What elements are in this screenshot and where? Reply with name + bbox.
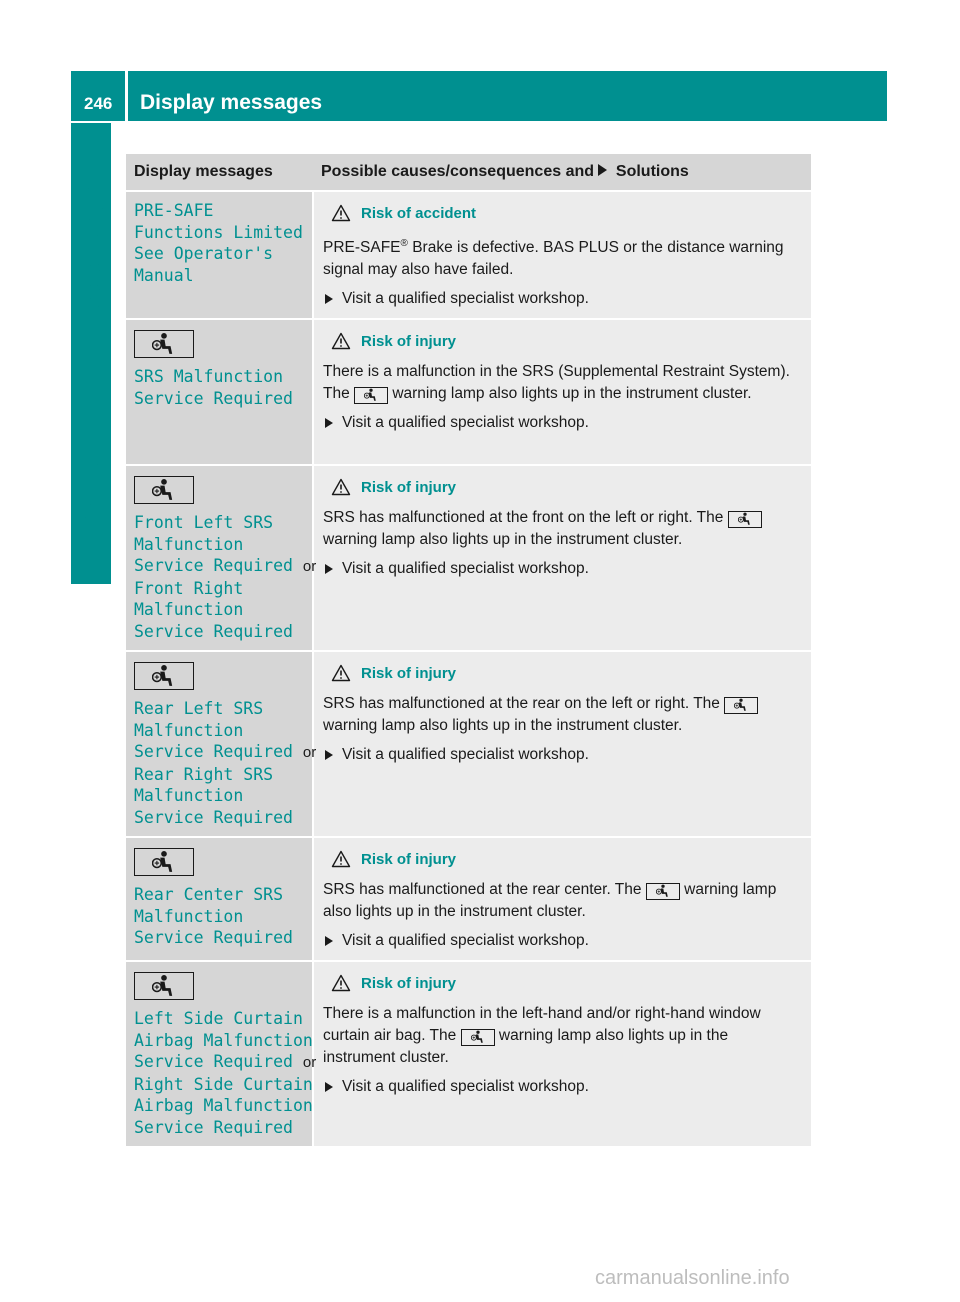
srs-airbag-icon — [461, 1029, 495, 1046]
display-message-line: Front Left SRS — [134, 513, 274, 533]
display-message-text — [134, 512, 317, 642]
action-arrow-icon — [325, 936, 333, 946]
solution-text: Visit a qualified specialist workshop. — [342, 746, 589, 764]
display-message-text — [134, 1008, 317, 1138]
srs-airbag-icon — [728, 511, 762, 528]
srs-airbag-icon — [134, 972, 194, 1000]
srs-airbag-icon — [134, 848, 194, 876]
solution-step — [323, 558, 803, 580]
column-header-display-messages: Display messages — [126, 154, 313, 191]
solution-text: Visit a qualified specialist workshop. — [342, 1078, 589, 1096]
action-arrow-icon — [325, 564, 333, 574]
display-message-line: Rear Right SRS — [134, 764, 274, 784]
warning-triangle-icon — [331, 664, 361, 682]
table-header-row — [126, 154, 811, 191]
page-number: 246 — [84, 94, 113, 113]
solution-step — [323, 412, 803, 434]
warning-label: Risk of accident — [361, 204, 477, 222]
display-message-line: Service Required — [134, 928, 293, 948]
warning-triangle-icon — [331, 478, 361, 496]
action-arrow-icon — [325, 1082, 333, 1092]
header-divider — [125, 71, 128, 121]
warning-label: Risk of injury — [361, 664, 457, 682]
display-message-line: Malfunction — [134, 906, 244, 926]
causes-solutions-cell — [313, 837, 811, 961]
table-row — [126, 465, 811, 651]
action-arrow-icon — [325, 750, 333, 760]
solution-text: Visit a qualified specialist workshop. — [342, 414, 589, 432]
display-message-line: Service Required — [134, 388, 293, 408]
display-messages-table — [126, 154, 811, 1148]
display-message-line: Functions Limited — [134, 222, 303, 242]
display-message-line: Rear Center SRS — [134, 885, 284, 905]
column-header-causes — [313, 154, 811, 191]
display-message-text — [134, 366, 306, 409]
warning-heading — [331, 664, 803, 682]
warning-heading — [331, 478, 803, 496]
display-message-line: Airbag Malfunction — [134, 1030, 313, 1050]
warning-heading — [331, 332, 803, 350]
solution-step — [323, 1076, 803, 1098]
cause-text: There is a malfunction in the SRS (Supplemental Restraint System). The warning lamp also lights up in the instrument cluster. — [323, 363, 790, 403]
display-message-line: Service Required — [134, 1117, 293, 1137]
column-header-solutions-label: Solutions — [615, 163, 689, 180]
cause-text: SRS has malfunctioned at the rear on the left or right. The warning lamp also lights up in the instrument cluster. — [323, 693, 803, 737]
display-message-cell — [126, 651, 317, 837]
display-message-cell — [126, 465, 317, 651]
display-message-line: Right Side Curtain — [134, 1074, 313, 1094]
page-title: Display messages — [140, 91, 323, 114]
page-header — [71, 71, 887, 121]
warning-heading — [331, 204, 803, 222]
table-row — [126, 191, 811, 319]
display-message-line: Service Required or — [134, 1052, 317, 1072]
srs-airbag-icon — [134, 330, 194, 358]
display-message-line: SRS Malfunction — [134, 367, 284, 387]
display-message-text — [134, 698, 317, 828]
srs-airbag-icon — [354, 387, 388, 404]
warning-triangle-icon — [331, 974, 361, 992]
display-message-line: Malfunction — [134, 786, 244, 806]
warning-label: Risk of injury — [361, 974, 457, 992]
warning-label: Risk of injury — [361, 478, 457, 496]
display-message-line: Rear Left SRS — [134, 699, 264, 719]
causes-solutions-cell — [313, 961, 811, 1147]
cause-text: There is a malfunction in the left-hand and/or right-hand window curtain air bag. The warning lamp also lights up in the instrument cluster. — [323, 1005, 761, 1067]
cause-text: SRS has malfunctioned at the front on the left or right. The warning lamp also lights up in the instrument cluster. — [323, 507, 803, 551]
solution-step — [323, 288, 803, 310]
display-message-text — [134, 884, 306, 949]
cause-text: SRS has malfunctioned at the rear center. The warning lamp also lights up in the instrument cluster. — [323, 881, 777, 921]
display-message-cell — [126, 961, 317, 1147]
table-body — [126, 191, 811, 1147]
action-arrow-icon — [325, 418, 333, 428]
display-message-line: Service Required — [134, 807, 293, 827]
warning-triangle-icon — [331, 204, 361, 222]
causes-solutions-cell — [313, 319, 811, 465]
display-message-line: Service Required or — [134, 742, 317, 762]
display-message-text — [134, 200, 306, 286]
display-message-line: Manual — [134, 265, 194, 285]
srs-airbag-icon — [646, 883, 680, 900]
display-message-line: Service Required — [134, 621, 293, 641]
solution-step — [323, 930, 803, 952]
table-row — [126, 319, 811, 465]
or-separator: or — [302, 1054, 317, 1072]
column-header-causes-label: Possible causes/consequences and — [321, 163, 599, 180]
watermark: carmanualsonline.info — [595, 1267, 790, 1289]
solution-step — [323, 744, 803, 766]
srs-airbag-icon — [134, 662, 194, 690]
srs-airbag-icon — [724, 697, 758, 714]
solutions-arrow-icon — [598, 164, 607, 176]
display-message-line: Airbag Malfunction — [134, 1096, 313, 1116]
solution-text: Visit a qualified specialist workshop. — [342, 932, 589, 950]
warning-label: Risk of injury — [361, 850, 457, 868]
or-separator: or — [302, 744, 317, 762]
display-message-line: Malfunction — [134, 600, 244, 620]
causes-solutions-cell — [313, 191, 811, 319]
display-message-cell — [126, 319, 313, 465]
display-message-line: Front Right — [134, 578, 244, 598]
table-row — [126, 837, 811, 961]
warning-triangle-icon — [331, 850, 361, 868]
or-separator: or — [302, 558, 317, 576]
table-row — [126, 961, 811, 1147]
display-message-line: PRE-SAFE — [134, 201, 214, 220]
solution-text: Visit a qualified specialist workshop. — [342, 290, 589, 308]
causes-solutions-cell — [313, 651, 811, 837]
display-message-cell — [126, 191, 313, 319]
causes-solutions-cell — [313, 465, 811, 651]
action-arrow-icon — [325, 294, 333, 304]
solution-text: Visit a qualified specialist workshop. — [342, 560, 589, 578]
display-message-line: Service Required or — [134, 556, 317, 576]
warning-heading — [331, 850, 803, 868]
display-message-line: Malfunction — [134, 720, 244, 740]
table-row — [126, 651, 811, 837]
display-message-line: Malfunction — [134, 534, 244, 554]
warning-label: Risk of injury — [361, 332, 457, 350]
warning-triangle-icon — [331, 332, 361, 350]
display-message-line: Left Side Curtain — [134, 1009, 303, 1029]
warning-heading — [331, 974, 803, 992]
cause-text: PRE-SAFE® Brake is defective. BAS PLUS or the distance warning signal may also have failed. — [323, 238, 784, 279]
display-message-cell — [126, 837, 313, 961]
srs-airbag-icon — [134, 476, 194, 504]
side-tab-label: On-board computer and displays — [80, 185, 105, 530]
display-message-line: See Operator's — [134, 244, 274, 263]
